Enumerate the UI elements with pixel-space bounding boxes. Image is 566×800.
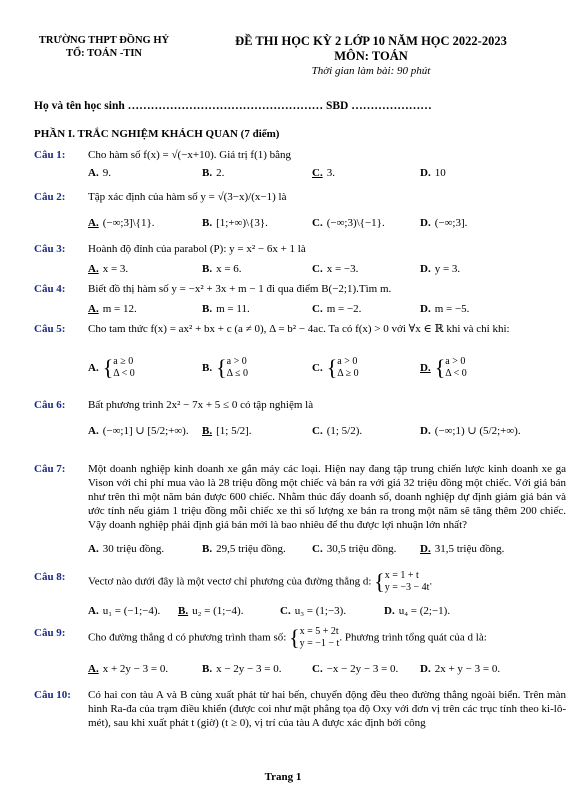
exam-page: TRƯỜNG THPT ĐỒNG HỶ TỔ: TOÁN -TIN ĐỀ THI HỌC KỲ 2 LỚP 10 NĂM HỌC 2022-2023 MÔN: TOÁN Thời gian làm bài: 90 phút Họ và tên học sinh …………………………………………… SBD ………………… PHẦN I. TRẮC NGHIỆM KHÁCH QUAN (7 điểm) Câu 1: Cho hàm số f(x) = √(−x+10). Giá trị f(1) bằng A. 9. B. 2. C. 3. D. 10 Câu 2: Tập xác định của hàm số y = √(3−x)/(x−1) là A. (−∞;3]\{1}. B. [1;+∞)\{3}. C. (−∞;3)\{−1}. D. (−∞;3]. Câu 3: Hoành độ đỉnh của parabol (P): y = x² − 6x + 1 là A. x = 3. B. x = 6. C. x = −3. D. y = 3. Câu 4: Biết đồ thị hàm số y = −x² + 3x + m − 1 đi qua điểm B(−2;1).Tìm m. A. m = 12. B. m = 11. C. m = −2. D. m = −5. Câu 5: Cho tam thức f(x) = ax² + bx + c (a ≠ 0), Δ = b² − 4ac. Ta có f(x) > 0 với ∀x ∈ ℝ khi và chỉ khi: A. {a ≥ 0 Δ < 0 B. {a > 0 Δ ≤ 0 C. {a > 0 Δ ≥ 0 D. {a > 0 Δ < 0 Câu 6: Bất phương trình 2x² − 7x + 5 ≤ 0 có tập nghiệm là A. (−∞;1] ∪ [5/2;+∞). B. [1; 5/2]. C. (1; 5/2). D. (−∞;1) ∪ (5/2;+∞). Câu 7: Một doanh nghiệp kinh doanh xe gắn máy các loại. Hiện nay đang tập trung chiến lược kinh doanh xe ga Vison với chi phí mua vào là 28 triệu đồng một chiếc và bán ra với giá 32 triệu đồng một chiếc. Với giá bán như trên thì một năm bán được 600 chiếc. Nhằm thúc đẩy doanh số, doanh nghiệp dự định giảm giá bán và ước tính nếu giảm 1 triệu đồng mỗi chiếc xe thì số lượng xe bán ra trong một năm sẽ tăng thêm 200 chiếc. Vậy doanh nghiệp phải định giá bán mới là bao nhiêu để thu được lợi nhuận lớn nhất? A. 30 triệu đồng. B. 29,5 triệu đồng. C. 30,5 triệu đồng. D. 31,5 triệu đồng. Câu 8: Vectơ nào dưới đây là một vectơ chỉ phương của đường thẳng d: {x = 1 + t y = −3 − 4t. A. u₁ = (−1;−4). B. u₂ = (1;−4). C. u₃ = (1;−3). D. u₄ = (2;−1). Câu 9: Cho đường thẳng d có phương trình tham số: {x = 5 + 2t y = −1 − t. Phương trình tổng quát của d là: A. x + 2y − 3 = 0. B. x − 2y − 3 = 0. C. −x − 2y − 3 = 0. D. 2x + y − 3 = 0. Câu 10: Có hai con tàu A và B cùng xuất phát từ hai bến, chuyển động đều theo đường thẳng ngoài biển. Trên màn hình Ra-đa của trạm điều khiển (được coi như mặt phẳng tọa độ Oxy với đơn vị trên các trục tính theo ki-lô-mét), sau khi xuất phát t (giờ) (t ≥ 0), vị trí của tàu A được xác định bởi công Trang 1 [0, 0, 566, 800]
option-a: A. m = 12. [88, 303, 137, 315]
question-label: Câu 2: [34, 191, 66, 203]
exam-title: ĐỀ THI HỌC KỲ 2 LỚP 10 NĂM HỌC 2022-2023 [235, 34, 507, 48]
question-label: Câu 8: [34, 571, 66, 583]
question-label: Câu 3: [34, 243, 66, 255]
option-d: D. 31,5 triệu đồng. [420, 543, 505, 555]
question-label: Câu 7: [34, 463, 66, 475]
question-text-cont: . Phương trình tổng quát của d là: [339, 631, 487, 644]
option-b: B. [1; 5/2]. [202, 425, 252, 437]
question-label: Câu 4: [34, 283, 66, 295]
option-a: A. x + 2y − 3 = 0. [88, 663, 169, 675]
question-text: Bất phương trình 2x² − 7x + 5 ≤ 0 có tập nghiệm là [88, 399, 314, 411]
option-a: A. (−∞;1] ∪ [5/2;+∞). [88, 425, 189, 437]
option-b: B. [1;+∞)\{3}. [202, 217, 268, 229]
exam-header [196, 34, 546, 79]
exam-duration: Thời gian làm bài: 90 phút [311, 65, 431, 77]
option-b: B. 2. [202, 167, 225, 179]
question-label: Câu 10: [34, 689, 71, 701]
option-b: B. 29,5 triệu đồng. [202, 543, 286, 555]
question-text: Hoành độ đỉnh của parabol (P): y = x² − 6x + 1 là [88, 243, 306, 255]
parametric-system: x = 5 + 2t y = −1 − t [299, 626, 340, 649]
department-name: TỔ: TOÁN -TIN [65, 48, 143, 59]
option-c: C. 30,5 triệu đồng. [312, 543, 397, 555]
school-header [24, 34, 184, 60]
option-a: A. 30 triệu đồng. [88, 543, 165, 555]
option-b: B. u₂ = (1;−4). [178, 605, 244, 617]
option-c: C. (1; 5/2). [312, 425, 363, 437]
question-text: Tập xác định của hàm số y = √(3−x)/(x−1) là [88, 191, 287, 203]
option-d: D. 10 [420, 167, 446, 179]
question-label: Câu 5: [34, 323, 66, 335]
option-a: A. 9. [88, 167, 111, 179]
option-a: A. (−∞;3]\{1}. [88, 217, 155, 229]
question-text: Cho tam thức f(x) = ax² + bx + c (a ≠ 0), Δ = b² − 4ac. Ta có f(x) > 0 với ∀x ∈ ℝ khi và chỉ khi: [88, 323, 510, 335]
option-c: C. u₃ = (1;−3). [280, 605, 347, 617]
option-d: D. (−∞;3]. [420, 217, 468, 229]
option-c: C. 3. [312, 167, 335, 179]
school-name: TRƯỜNG THPT ĐỒNG HỶ [38, 35, 170, 46]
question-text: Biết đồ thị hàm số y = −x² + 3x + m − 1 đi qua điểm B(−2;1).Tìm m. [88, 283, 392, 295]
exam-subject: MÔN: TOÁN [334, 49, 408, 63]
question-label: Câu 9: [34, 627, 66, 639]
parametric-system: x = 1 + t y = −3 − 4t [384, 570, 430, 593]
option-c: C. {a > 0 Δ ≥ 0 [312, 355, 359, 380]
option-c: C. −x − 2y − 3 = 0. [312, 663, 399, 675]
question-text: Có hai con tàu A và B cùng xuất phát từ hai bến, chuyển động đều theo đường thẳng ngoài biển. Trên màn hình Ra-đa của trạm điều khiển (được coi như mặt phẳng tọa độ Oxy với đơn vị trên các trục tính theo ki-lô-mét), sau khi xuất phát t (giờ) (t ≥ 0), vị trí của tàu A được xác định bởi công [88, 689, 566, 729]
option-d: D. (−∞;1) ∪ (5/2;+∞). [420, 425, 521, 437]
part-one-heading: PHẦN I. TRẮC NGHIỆM KHÁCH QUAN (7 điểm) [34, 128, 280, 140]
student-info-line: Họ và tên học sinh …………………………………………… SBD ………………… [34, 100, 432, 112]
option-d: D. u₄ = (2;−1). [384, 605, 451, 617]
option-d: D. m = −5. [420, 303, 470, 315]
option-a: A. x = 3. [88, 263, 129, 275]
option-d: D. y = 3. [420, 263, 461, 275]
option-c: C. m = −2. [312, 303, 362, 315]
option-b: B. {a > 0 Δ ≤ 0 [202, 355, 249, 380]
question-label: Câu 1: [34, 149, 66, 161]
option-b: B. m = 11. [202, 303, 250, 315]
question-text: Cho đường thẳng d có phương trình tham số: [88, 631, 287, 644]
option-c: C. x = −3. [312, 263, 359, 275]
question-text: Vectơ nào dưới đây là một vectơ chỉ phương của đường thẳng d: [88, 575, 372, 588]
question-text: Một doanh nghiệp kinh doanh xe gắn máy các loại. Hiện nay đang tập trung chiến lược kinh doanh xe ga Vison với chi phí mua vào là 28 triệu đồng một chiếc và bán ra với giá 32 triệu đồng một chiếc. Với giá bán như trên thì một năm bán được 600 chiếc. Nhằm thúc đẩy doanh số, doanh nghiệp dự định giảm giá bán và ước tính nếu giảm 1 triệu đồng mỗi chiếc xe thì số lượng xe bán ra trong một năm sẽ tăng thêm 200 chiếc. Vậy doanh nghiệp phải định giá bán mới là bao nhiêu để thu được lợi nhuận lớn nhất? [88, 463, 566, 531]
option-a: A. {a ≥ 0 Δ < 0 [88, 355, 135, 380]
question-label: Câu 6: [34, 399, 66, 411]
option-b: B. x − 2y − 3 = 0. [202, 663, 282, 675]
option-b: B. x = 6. [202, 263, 242, 275]
option-a: A. u₁ = (−1;−4). [88, 605, 161, 617]
page-footer: Trang 1 [264, 771, 302, 783]
question-text: Cho hàm số f(x) = √(−x+10). Giá trị f(1) bằng [88, 149, 292, 161]
option-d: D. {a > 0 Δ < 0 [420, 355, 467, 380]
option-c: C. (−∞;3)\{−1}. [312, 217, 385, 229]
option-d: D. 2x + y − 3 = 0. [420, 663, 501, 675]
